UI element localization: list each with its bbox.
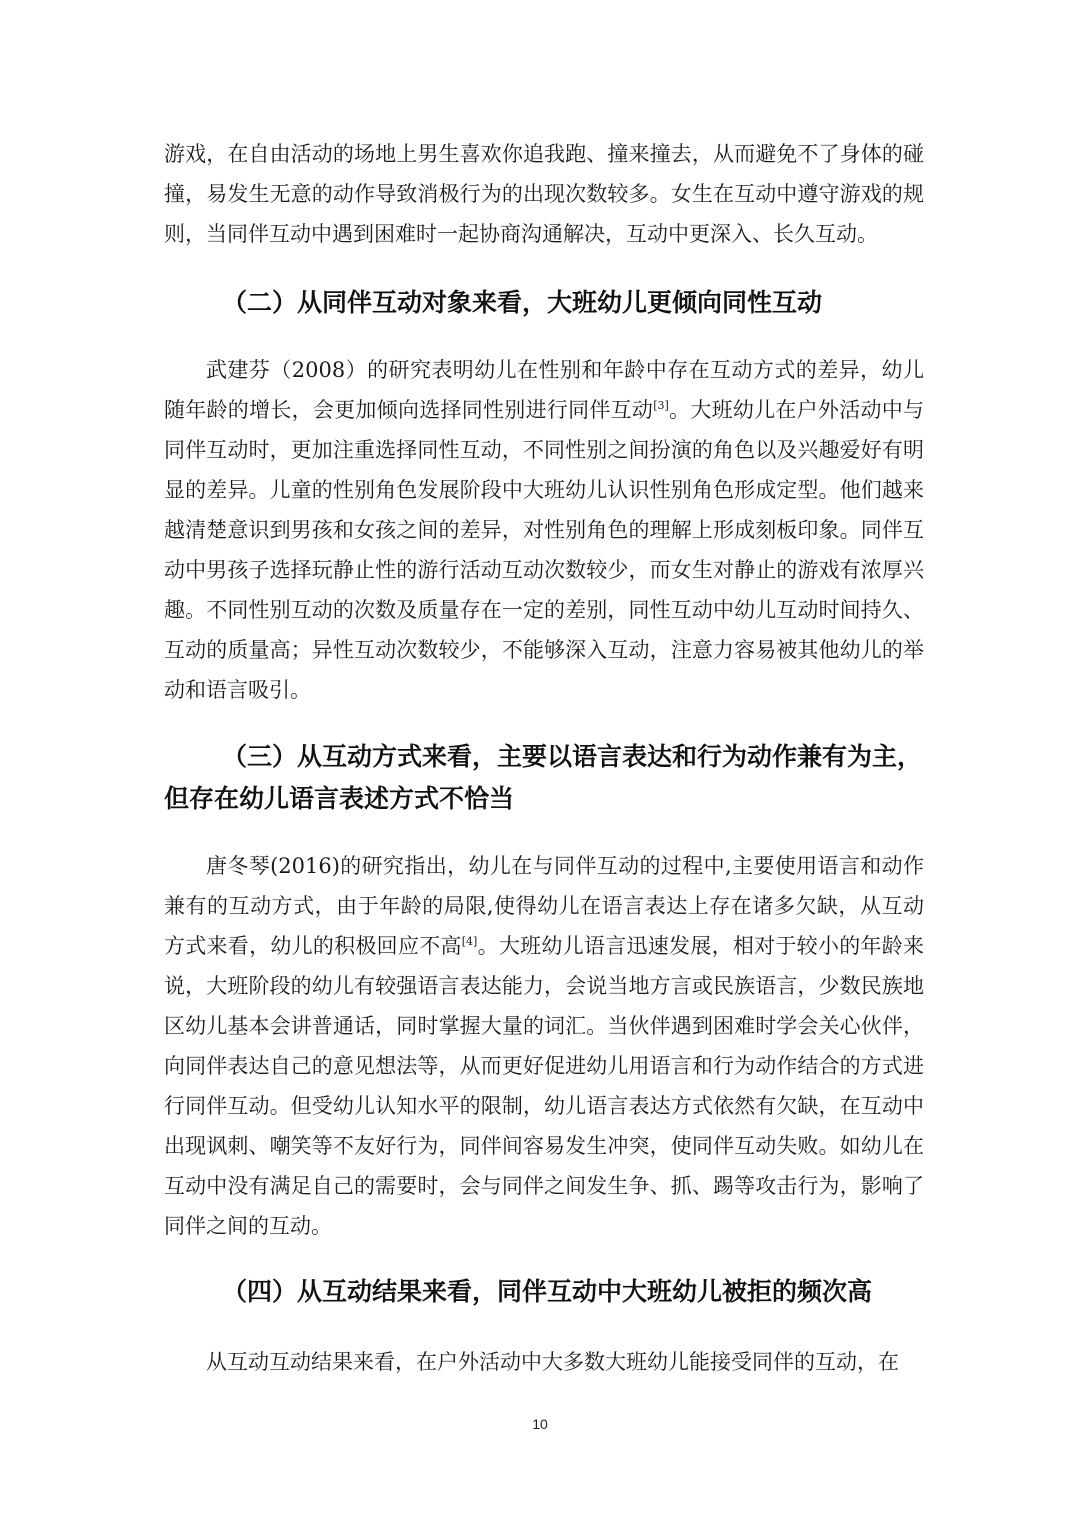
paragraph-text: 唐冬琴(2016)的研究指出，幼儿在与同伴互动的过程中,主要使用语言和动作兼有的互动方式，由于年龄的局限,使得幼儿在语言表达上存在诸多欠缺，从互动方式来看，幼儿的积极回应不高	[164, 854, 924, 958]
section-heading-2: （二）从同伴互动对象来看，大班幼儿更倾向同性互动	[222, 288, 823, 317]
page-number: 10	[532, 1416, 548, 1432]
paragraph-text: 游戏，在自由活动的场地上男生喜欢你追我跑、撞来撞去，从而避免不了身体的碰撞，易发生无意的动作导致消极行为的出现次数较多。女生在互动中遵守游戏的规则，当同伴互动中遇到困难时一起协商沟通解决，互动中更深入、长久互动。	[164, 142, 924, 246]
section-heading-4: （四）从互动结果来看，同伴互动中大班幼儿被拒的频次高	[222, 1277, 873, 1306]
paragraph-section-3	[164, 846, 924, 1246]
citation-3: [3]	[653, 399, 669, 412]
paragraph-text: 从互动互动结果来看，在户外活动中大多数大班幼儿能接受同伴的互动，在	[206, 1350, 899, 1374]
section-heading-3: （三）从互动方式来看，主要以语言表达和行为动作兼有为主，但存在幼儿语言表述方式不恰当	[164, 742, 923, 813]
citation-4: [4]	[461, 935, 478, 948]
paragraph-continuation	[164, 134, 924, 254]
paragraph-text: 武建芬（2008）的研究表明幼儿在性别和年龄中存在互动方式的差异，幼儿随年龄的增长，会更加倾向选择同性别进行同伴互动	[164, 358, 924, 422]
paragraph-text: 。大班幼儿在户外活动中与同伴互动时，更加注重选择同性互动，不同性别之间扮演的角色以及兴趣爱好有明显的差异。儿童的性别角色发展阶段中大班幼儿认识性别角色形成定型。他们越来越清楚意识到男孩和女孩之间的差异，对性别角色的理解上形成刻板印象。同伴互动中男孩子选择玩静止性的游行活动互动次数较少，而女生对静止的游戏有浓厚兴趣。不同性别互动的次数及质量存在一定的差别，同性互动中幼儿互动时间持久、互动的质量高；异性互动次数较少，不能够深入互动，注意力容易被其他幼儿的举动和语言吸引。	[164, 398, 925, 702]
paragraph-section-4	[164, 1342, 924, 1382]
paragraph-text: 。大班幼儿语言迅速发展，相对于较小的年龄来说，大班阶段的幼儿有较强语言表达能力，会说当地方言或民族语言，少数民族地区幼儿基本会讲普通话，同时掌握大量的词汇。当伙伴遇到困难时学会关心伙伴，向同伴表达自己的意见想法等，从而更好促进幼儿用语言和行为动作结合的方式进行同伴互动。但受幼儿认知水平的限制，幼儿语言表达方式依然有欠缺，在互动中出现讽刺、嘲笑等不友好行为，同伴间容易发生冲突，使同伴互动失败。如幼儿在互动中没有满足自己的需要时，会与同伴之间发生争、抓、踢等攻击行为，影响了同伴之间的互动。	[164, 934, 925, 1238]
paragraph-section-2	[164, 350, 924, 710]
